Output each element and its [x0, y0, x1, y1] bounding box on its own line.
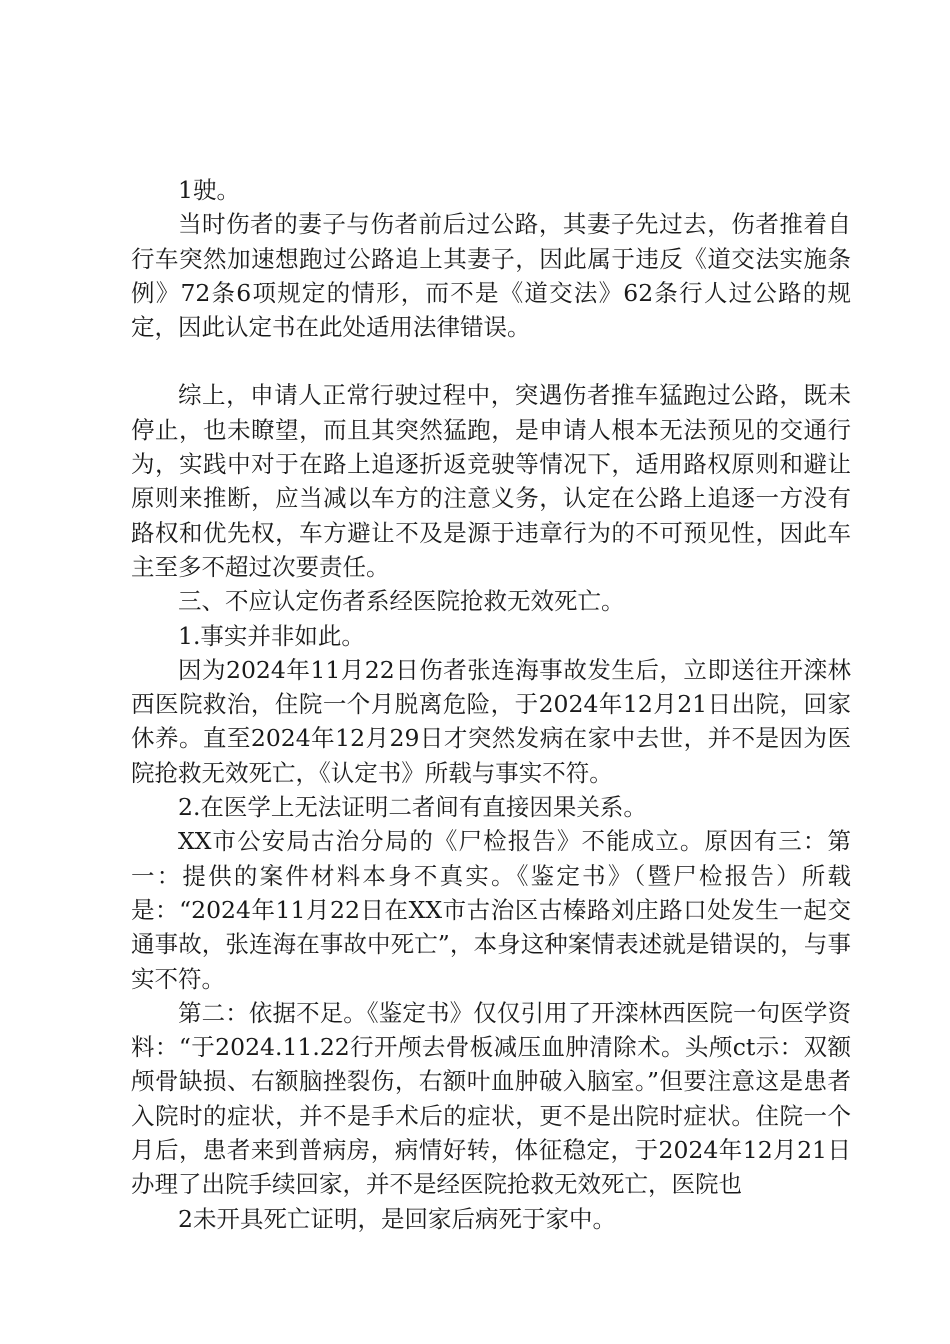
paragraph-1: 1驶。 — [178, 176, 240, 204]
section-heading-3: 三、不应认定伤者系经医院抢救无效死亡。 — [178, 587, 625, 616]
paragraph-3: 综上，申请人正常行驶过程中，突遇伤者推车猛跑过公路，既未停止，也未瞭望，而且其突然猛跑，是申请人根本无法预见的交通行为，实践中对于在路上追逐折返竞驶等情况下，适用路权原则和避让原则来推断，应当减以车方的注意义务，认定在公路上追逐一方没有路权和优先权，车方避让不及是源于违章行为的不可预见性，因此车主至多不超过次要责任。 — [131, 381, 851, 581]
paragraph-5: XX市公安局古治分局的《尸检报告》不能成立。原因有三：第一：提供的案件材料本身不真实。《鉴定书》（暨尸检报告）所载是：“2024年11月22日在XX市古治区古榛路刘庄路口处发生一起交通事故，张连海在事故中死亡”，本身这种案情表述就是错误的，与事实不符。 — [131, 827, 851, 993]
document-body — [131, 173, 851, 1236]
paragraph-6: 第二：依据不足。《鉴定书》仅仅引用了开滦林西医院一句医学资料：“于2024.11.22行开颅去骨板减压血肿清除术。头颅ct示：双额颅骨缺损、右额脑挫裂伤，右额叶血肿破入脑室。”但要注意这是患者入院时的症状，并不是手术后的症状，更不是出院时症状。住院一个月后，患者来到普病房，病情好转，体征稳定，于2024年12月21日办理了出院手续回家，并不是经医院抢救无效死亡，医院也 — [131, 998, 851, 1199]
subheading-1: 1.事实并非如此。 — [178, 621, 365, 650]
paragraph-2: 当时伤者的妻子与伤者前后过公路，其妻子先过去，伤者推着自行车突然加速想跑过公路追上其妻子，因此属于违反《道交法实施条例》72条6项规定的情形，而不是《道交法》62条行人过公路的规定，因此认定书在此处适用法律错误。 — [131, 210, 851, 342]
paragraph-7: 2未开具死亡证明，是回家后病死于家中。 — [178, 1204, 616, 1233]
paragraph-4: 因为2024年11月22日伤者张连海事故发生后，立即送往开滦林西医院救治，住院一个月脱离危险，于2024年12月21日出院，回家休养。直至2024年12月29日才突然发病在家中去世，并不是因为医院抢救无效死亡，《认定书》所载与事实不符。 — [131, 655, 851, 787]
subheading-2: 2.在医学上无法证明二者间有直接因果关系。 — [178, 793, 647, 822]
